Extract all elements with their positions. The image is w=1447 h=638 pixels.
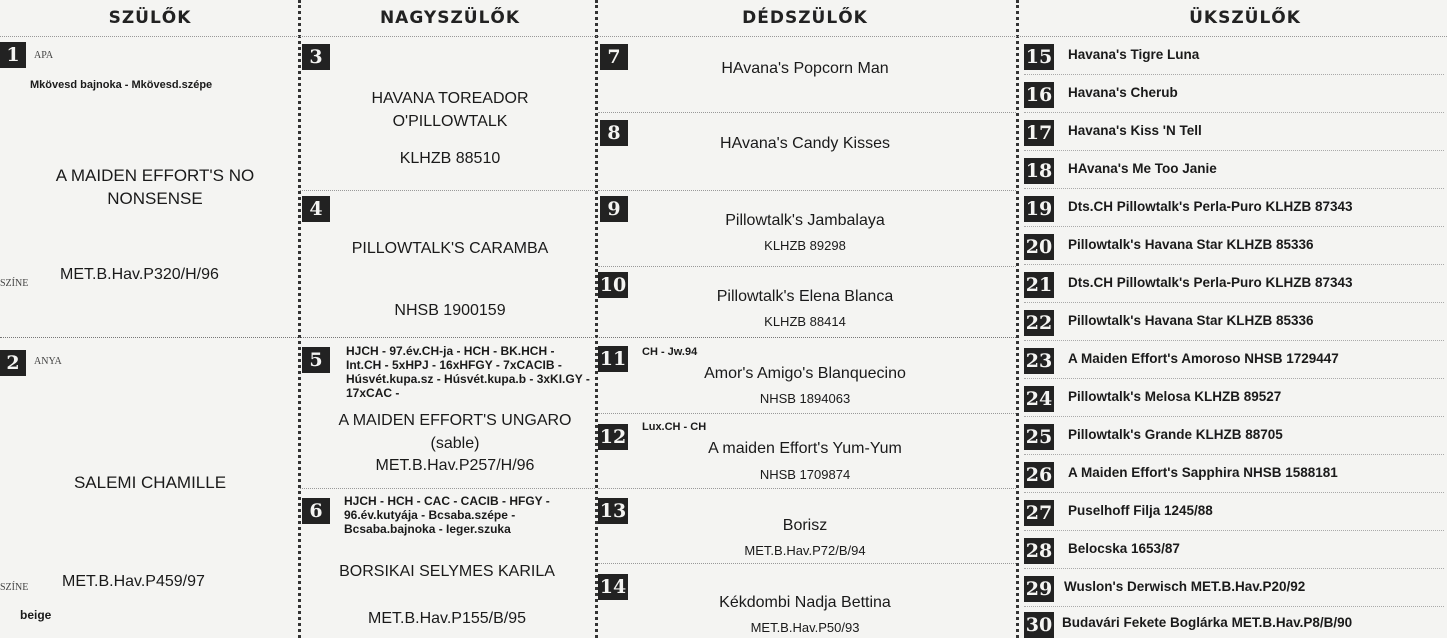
row-divider <box>598 413 1016 414</box>
ancestor-19-badge: 19 <box>1025 198 1053 220</box>
ancestor-21-badge: 21 <box>1025 274 1053 296</box>
ancestor-22-entry: Pillowtalk's Havana Star KLHZB 85336 <box>1068 313 1314 328</box>
ancestor-16-badge: 16 <box>1025 84 1053 106</box>
header-great-great-grandparents: ÜKSZÜLŐK <box>1189 8 1301 28</box>
ancestor-30-entry: Budavári Fekete Boglárka MET.B.Hav.P8/B/90 <box>1062 615 1353 630</box>
ancestor-30-badge: 30 <box>1025 614 1053 636</box>
row-divider <box>0 337 1016 338</box>
header-great-grandparents: DÉDSZÜLŐK <box>742 8 868 28</box>
row-divider <box>1024 226 1444 227</box>
ancestor-15-entry: Havana's Tigre Luna <box>1068 47 1200 62</box>
ancestor-18-badge: 18 <box>1025 160 1053 182</box>
dam-color-label: SZÍNE <box>0 582 29 593</box>
ancestor-29-entry: Wuslon's Derwisch MET.B.Hav.P20/92 <box>1064 579 1306 594</box>
row-divider <box>1024 568 1444 569</box>
row-divider <box>1024 530 1444 531</box>
great-grandparent-13-name: Borisz <box>782 517 828 534</box>
ancestor-27-entry: Puselhoff Filja 1245/88 <box>1068 503 1213 518</box>
row-divider <box>1024 378 1444 379</box>
ancestor-15-badge: 15 <box>1025 46 1053 68</box>
great-grandparent-14-name: Kékdombi Nadja Bettina <box>719 594 891 611</box>
row-divider <box>1024 264 1444 265</box>
great-grandparent-10-badge: 10 <box>599 274 627 296</box>
ancestor-23-entry: A Maiden Effort's Amoroso NHSB 1729447 <box>1068 351 1339 366</box>
ancestor-20-entry: Pillowtalk's Havana Star KLHZB 85336 <box>1068 237 1314 252</box>
ancestor-27-badge: 27 <box>1025 502 1053 524</box>
row-divider <box>598 563 1016 564</box>
row-divider <box>1024 188 1444 189</box>
grandparent-4-name: PILLOWTALK'S CARAMBA <box>351 240 549 257</box>
row-divider <box>1024 302 1444 303</box>
column-divider <box>595 0 598 638</box>
ancestor-26-badge: 26 <box>1025 464 1053 486</box>
great-grandparent-7-badge: 7 <box>600 44 628 70</box>
ancestor-22-badge: 22 <box>1025 312 1053 334</box>
row-divider <box>598 266 1016 267</box>
ancestor-24-entry: Pillowtalk's Melosa KLHZB 89527 <box>1068 389 1282 404</box>
great-grandparent-12-registration: NHSB 1709874 <box>759 467 851 482</box>
great-grandparent-14-registration: MET.B.Hav.P50/93 <box>750 620 860 635</box>
row-divider <box>1024 454 1444 455</box>
grandparent-3-name: HAVANA TOREADOR O'PILLOWTALK <box>371 90 529 130</box>
great-grandparent-8-badge: 8 <box>600 120 628 146</box>
row-divider <box>598 488 1016 489</box>
great-grandparent-11-badge: 11 <box>599 348 627 370</box>
row-divider <box>0 36 1447 37</box>
grandparent-3-registration: KLHZB 88510 <box>399 150 501 167</box>
row-divider <box>598 112 1016 113</box>
header-parents: SZÜLŐK <box>108 8 192 28</box>
grandparent-6-name: BORSIKAI SELYMES KARILA <box>339 563 555 580</box>
great-grandparent-10-registration: KLHZB 88414 <box>764 314 846 329</box>
ancestor-20-badge: 20 <box>1025 236 1053 258</box>
ancestor-24-badge: 24 <box>1025 388 1053 410</box>
great-grandparent-12-badge: 12 <box>599 426 627 448</box>
grandparent-5-badge: 5 <box>302 347 330 373</box>
grandparent-4-registration: NHSB 1900159 <box>394 302 506 319</box>
grandparent-6-titles: HJCH - HCH - CAC - CACIB - HFGY - 96.év.kutyája - Bcsaba.szépe - Bcsaba.bajnoka - Ieger.szuka <box>344 494 550 536</box>
row-divider <box>1024 74 1444 75</box>
grandparent-4-badge: 4 <box>302 196 330 222</box>
great-grandparent-9-registration: KLHZB 89298 <box>764 238 846 253</box>
dam-role-label: ANYA <box>34 356 62 367</box>
sire-number-badge: 1 <box>0 42 26 68</box>
dam-registration: MET.B.Hav.P459/97 <box>62 573 205 590</box>
ancestor-17-entry: Havana's Kiss 'N Tell <box>1068 123 1202 138</box>
grandparent-6-registration: MET.B.Hav.P155/B/95 <box>368 610 526 627</box>
grandparent-5-registration: MET.B.Hav.P257/H/96 <box>375 457 535 474</box>
ancestor-23-badge: 23 <box>1025 350 1053 372</box>
row-divider <box>598 190 1016 191</box>
row-divider <box>1024 112 1444 113</box>
grandparent-6-badge: 6 <box>302 498 330 524</box>
great-grandparent-9-badge: 9 <box>600 196 628 222</box>
row-divider <box>300 190 595 191</box>
sire-registration: MET.B.Hav.P320/H/96 <box>60 266 219 283</box>
dam-number-badge: 2 <box>0 350 26 376</box>
grandparent-3-badge: 3 <box>302 44 330 70</box>
great-grandparent-12-name: A maiden Effort's Yum-Yum <box>708 440 902 457</box>
dam-name: SALEMI CHAMILLE <box>73 473 227 492</box>
great-grandparent-14-badge: 14 <box>599 576 627 598</box>
grandparent-5-name: A MAIDEN EFFORT'S UNGARO (sable) <box>338 412 572 452</box>
ancestor-25-entry: Pillowtalk's Grande KLHZB 88705 <box>1068 427 1283 442</box>
sire-role-label: APA <box>34 50 54 61</box>
ancestor-25-badge: 25 <box>1025 426 1053 448</box>
great-grandparent-12-titles: Lux.CH - CH <box>642 421 707 433</box>
grandparent-5-titles: HJCH - 97.év.CH-ja - HCH - BK.HCH - Int.CH - 5xHPJ - 16xHFGY - 7xCACIB - Húsvét.kupa.sz - Húsvét.kupa.b - 3xKI.GY - 17xCAC - <box>346 344 590 400</box>
great-grandparent-11-name: Amor's Amigo's Blanquecino <box>704 365 906 382</box>
row-divider <box>1024 492 1444 493</box>
ancestor-28-badge: 28 <box>1025 540 1053 562</box>
ancestor-26-entry: A Maiden Effort's Sapphira NHSB 1588181 <box>1068 465 1338 480</box>
ancestor-28-entry: Belocska 1653/87 <box>1068 541 1180 556</box>
ancestor-19-entry: Dts.CH Pillowtalk's Perla-Puro KLHZB 87343 <box>1068 199 1353 214</box>
column-divider <box>298 0 301 638</box>
row-divider <box>300 488 595 489</box>
ancestor-21-entry: Dts.CH Pillowtalk's Perla-Puro KLHZB 87343 <box>1068 275 1353 290</box>
great-grandparent-13-badge: 13 <box>599 500 627 522</box>
ancestor-18-entry: HAvana's Me Too Janie <box>1068 161 1217 176</box>
sire-titles: Mkövesd bajnoka - Mkövesd.szépe <box>30 79 213 91</box>
great-grandparent-10-name: Pillowtalk's Elena Blanca <box>716 288 894 305</box>
great-grandparent-8-name: HAvana's Candy Kisses <box>720 135 890 152</box>
great-grandparent-11-registration: NHSB 1894063 <box>759 391 851 406</box>
row-divider <box>1024 150 1444 151</box>
column-divider <box>1016 0 1019 638</box>
great-grandparent-7-name: HAvana's Popcorn Man <box>721 60 889 77</box>
ancestor-29-badge: 29 <box>1025 578 1053 600</box>
row-divider <box>1024 340 1444 341</box>
sire-color-label: SZÍNE <box>0 278 29 289</box>
great-grandparent-13-registration: MET.B.Hav.P72/B/94 <box>744 543 866 558</box>
row-divider <box>1024 416 1444 417</box>
header-grandparents: NAGYSZÜLŐK <box>379 8 521 28</box>
great-grandparent-9-name: Pillowtalk's Jambalaya <box>725 212 885 229</box>
ancestor-16-entry: Havana's Cherub <box>1068 85 1178 100</box>
row-divider <box>1024 606 1444 607</box>
sire-name: A MAIDEN EFFORT'S NO NONSENSE <box>55 166 255 208</box>
dam-color: beige <box>20 608 52 622</box>
ancestor-17-badge: 17 <box>1025 122 1053 144</box>
great-grandparent-11-titles: CH - Jw.94 <box>642 346 698 358</box>
